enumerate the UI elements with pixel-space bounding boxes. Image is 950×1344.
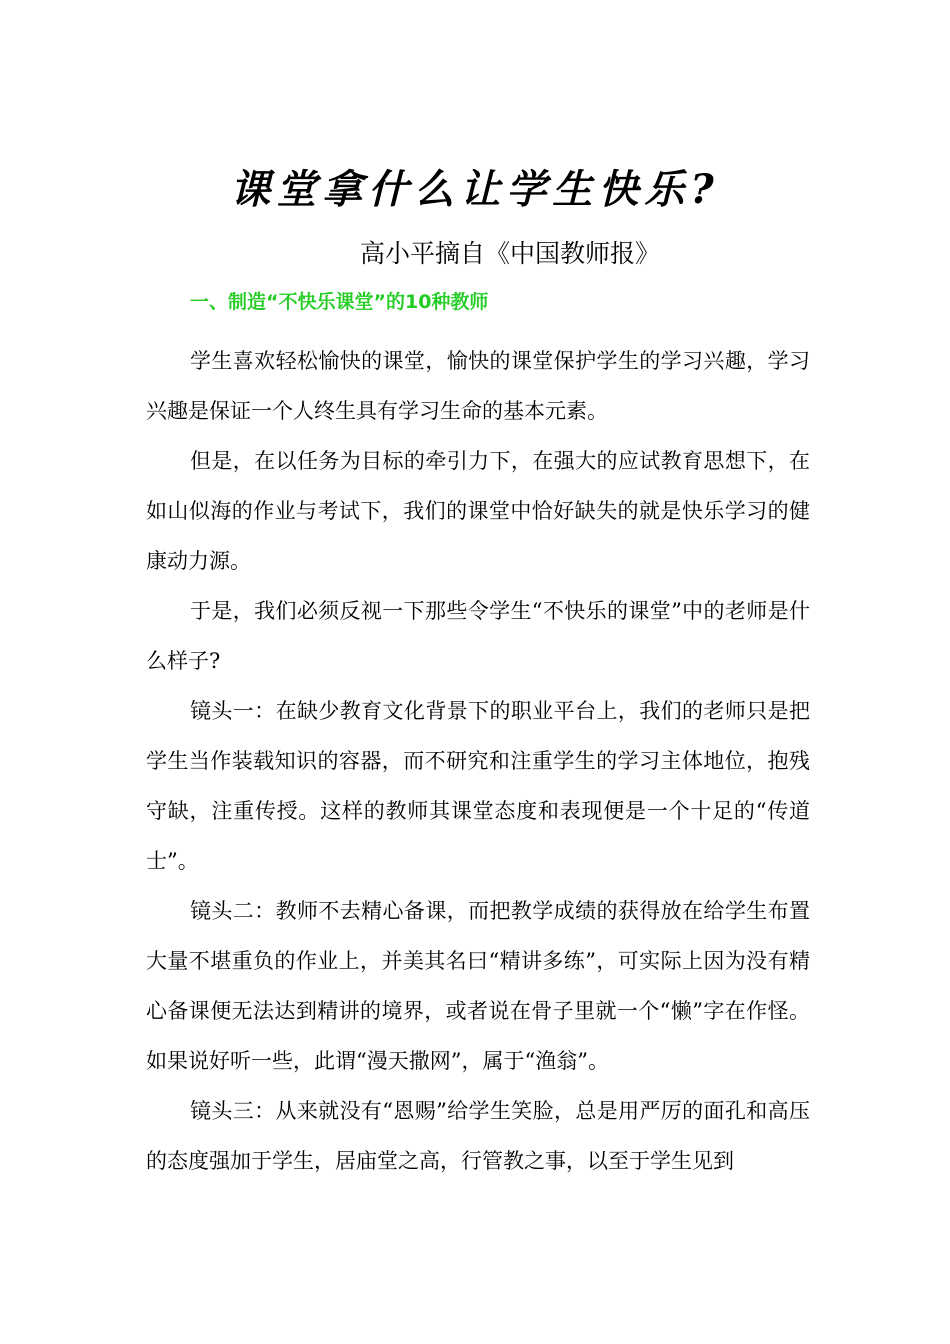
section-heading: 一、制造“不快乐课堂”的10种教师 [190,291,489,313]
paragraph-2: 但是，在以任务为目标的牵引力下，在强大的应试教育思想下，在如山似海的作业与考试下，我们的课堂中恰好缺失的就是快乐学习的健康动力源。 [146,449,810,573]
paragraph-6: 镜头三：从来就没有“恩赐”给学生笑脸，总是用严厉的面孔和高压的态度强加于学生，居庙堂之高，行管教之事，以至于学生见到 [146,1099,810,1173]
body-text [146,336,810,1186]
paragraph-3: 于是，我们必须反视一下那些令学生“不快乐的课堂”中的老师是什么样子? [146,599,810,673]
document-subtitle: 高小平摘自《中国教师报》 [359,239,660,268]
document-title: 课堂拿什么让学生快乐? [230,166,720,213]
paragraph-1: 学生喜欢轻松愉快的课堂，愉快的课堂保护学生的学习兴趣，学习兴趣是保证一个人终生具有学习生命的基本元素。 [146,349,810,423]
paragraph-4: 镜头一：在缺少教育文化背景下的职业平台上，我们的老师只是把学生当作装载知识的容器，而不研究和注重学生的学习主体地位，抱残守缺，注重传授。这样的教师其课堂态度和表现便是一个十足的“传道士”。 [146,699,810,873]
paragraph-5: 镜头二：教师不去精心备课，而把教学成绩的获得放在给学生布置大量不堪重负的作业上，并美其名曰“精讲多练”，可实际上因为没有精心备课便无法达到精讲的境界，或者说在骨子里就一个“懒”字在作怪。如果说好听一些，此谓“漫天撒网”，属于“渔翁”。 [146,899,810,1073]
